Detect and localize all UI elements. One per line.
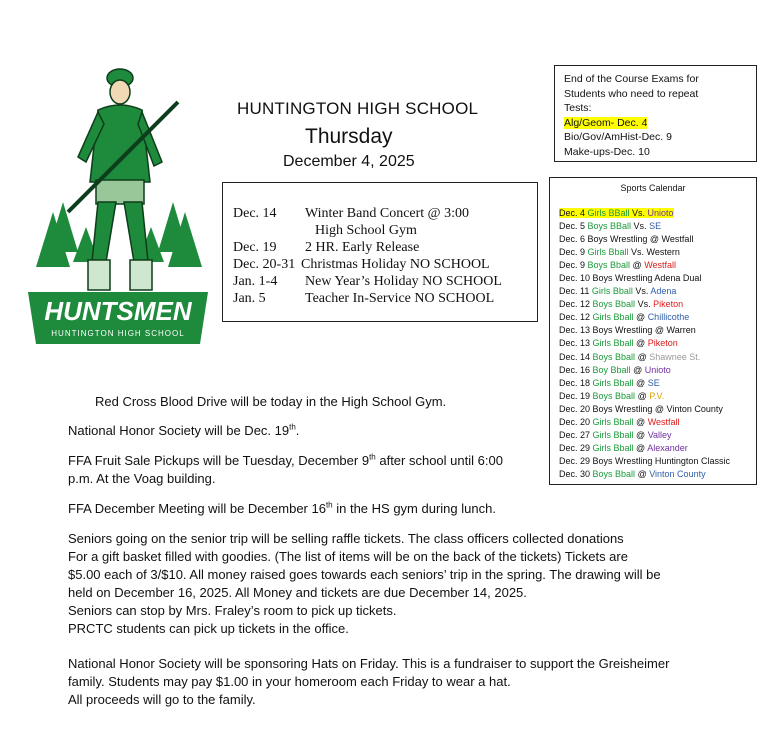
sports-team: Girls Bball [592,312,634,323]
sports-opponent: Alexander [647,442,688,453]
announcement-line: All proceeds will go to the family. [68,692,256,707]
sports-item [559,233,730,246]
sports-item [559,285,730,298]
sports-date: Dec. 18 [559,377,593,388]
sports-item-text [559,391,664,401]
sports-item [559,351,730,364]
bulletin-date: December 4, 2025 [283,153,415,170]
school-name: HUNTINGTON HIGH SCHOOL [237,99,479,118]
exams-highlight: Alg/Geom- Dec. 4 [564,116,648,129]
sports-team: Girls Bball [587,247,629,258]
announcement-text: in the HS gym during lunch. [332,501,496,516]
sports-calendar [549,177,757,485]
sports-separator: Vs. [628,247,647,258]
sports-separator: Vs. [629,208,648,218]
announcement-ffa-fruit-sale [68,452,503,488]
sports-opponent: Westfall [647,416,680,427]
sports-separator: @ [633,312,648,323]
sports-item-text [559,352,700,362]
sports-team: Girls Bball [592,429,634,440]
sports-team: Girls Bball [592,338,634,349]
sports-opponent: Piketon [647,338,678,349]
announcement-line: For a gift basket filled with goodies. (The list of items will be on the back of the tickets) Tickets are [68,549,628,564]
sports-date: Dec. 20 [559,403,593,414]
sports-date: Dec. 6 [559,234,588,245]
announcement-line: family. Students may pay $1.00 in your homeroom each Friday to wear a hat. [68,674,511,689]
sports-separator: @ [633,429,648,440]
event-text: 2 HR. Early Release [305,240,420,255]
sports-item [559,272,730,285]
sports-date: Dec. 12 [559,312,593,323]
announcement-ffa-meeting [68,500,496,518]
sports-opponent: Vinton County [666,403,723,414]
sports-item-text [559,286,676,296]
huntsmen-logo-graphic [28,62,208,348]
exams-line: Students who need to repeat [564,87,699,100]
sports-date: Dec. 9 [559,260,588,271]
event-date: Jan. 1-4 [233,274,278,289]
sports-team: Boys BBall [587,221,632,232]
sports-separator: Vs. [631,221,650,232]
ordinal-suffix: th [289,422,296,432]
event-date: Jan. 5 [233,291,266,306]
sports-calendar-title: Sports Calendar [620,183,686,193]
sports-date: Dec. 10 [559,273,593,284]
sports-item-text [559,247,680,257]
sports-item [559,455,730,468]
sports-team: Girls BBall [587,208,630,218]
sports-item-text [559,234,693,244]
sports-opponent: Adena [650,286,677,297]
sports-item [559,207,730,220]
sports-opponent: Chillicothe [647,312,690,323]
sports-separator: @ [652,403,667,414]
sports-date: Dec. 9 [559,247,588,258]
sports-item [559,442,730,455]
sports-item-text [559,312,689,322]
sports-team: Girls Bball [591,286,633,297]
sports-item-text [559,443,688,453]
event-text: Teacher In-Service NO SCHOOL [305,291,495,306]
sports-item [559,468,730,481]
exams-line: Make-ups-Dec. 10 [564,145,650,158]
sports-separator: @ [630,260,645,271]
sports-opponent: Westfall [644,260,677,271]
announcement-text: . [295,423,300,438]
day-of-week: Thursday [305,125,393,148]
announcement-text: National Honor Society will be Dec. 19 [68,423,290,438]
event-date: Dec. 14 [233,206,277,221]
sports-opponent: Vinton County [649,468,706,479]
ordinal-suffix: th [325,500,333,510]
announcement-line: National Honor Society will be sponsoring Hats on Friday. This is a fundraiser to support the Greisheimer [68,656,670,671]
sports-team: Girls Bball [592,442,634,453]
sports-separator: @ [633,442,648,453]
sports-item [559,416,730,429]
announcement-hats [68,655,669,709]
sports-separator: Vs. [635,299,654,310]
sports-date: Dec. 20 [559,416,593,427]
sports-separator: @ [647,234,662,245]
sports-list [559,207,730,481]
sports-date: Dec. 11 [559,286,592,297]
sports-item-text [559,378,660,388]
announcement-line: Seniors going on the senior trip will be selling raffle tickets. The class officers collected donations [68,531,624,546]
announcement-line: Seniors can stop by Mrs. Fraley’s room to pick up tickets. [68,603,397,618]
announcement-text: p.m. At the Voag building. [68,471,216,486]
sports-opponent: SE [649,221,662,232]
sports-team: Boys Bball [587,260,631,271]
logo-wordmark: HUNTSMEN [44,296,192,326]
sports-date: Dec. 12 [559,299,593,310]
sports-item-text [559,299,683,309]
event-text: Christmas Holiday NO SCHOOL [301,257,490,272]
sports-team: Boys Bball [592,390,636,401]
announcement-text: FFA Fruit Sale Pickups will be Tuesday, December 9 [68,453,370,468]
sports-date: Dec. 29 [559,442,593,453]
announcement-senior-raffle [68,530,661,638]
sports-item-text [559,260,676,270]
sports-item [559,311,730,324]
events-box [222,182,538,322]
sports-opponent: Unioto [644,364,671,375]
sports-opponent: Warren [666,325,696,336]
sports-team: Boys Wrestling [587,234,648,245]
sports-separator: @ [635,468,650,479]
sports-date: Dec. 13 [559,325,593,336]
exams-box [554,65,757,162]
sports-separator: @ [652,325,667,336]
sports-item-text [559,365,671,375]
sports-date: Dec. 4 [559,208,588,218]
sports-item [559,324,730,337]
sports-item [559,429,730,442]
sports-opponent: Adena Dual [654,273,702,284]
sports-separator: @ [630,364,645,375]
logo-subtitle: HUNTINGTON HIGH SCHOOL [51,329,185,338]
exams-line: End of the Course Exams for [564,73,699,85]
sports-item-text [559,456,730,466]
sports-separator: Vs. [632,286,651,297]
sports-date: Dec. 14 [559,351,593,362]
event-date: Dec. 19 [233,240,277,255]
huntsmen-logo [28,62,208,348]
sports-opponent: Valley [647,429,672,440]
sports-date: Dec. 27 [559,429,593,440]
sports-item [559,298,730,311]
sports-opponent: Unioto [647,208,674,218]
sports-item-text [559,430,672,440]
sports-separator: @ [633,416,648,427]
sports-team: Boys Bball [592,351,636,362]
sports-opponent: Huntington Classic [654,455,730,466]
sports-date: Dec. 30 [559,468,593,479]
announcement-line: held on December 16, 2025. All Money and tickets are due December 14, 2025. [68,585,527,600]
sports-item [559,390,730,403]
sports-item-text [559,338,678,348]
announcement-blood-drive: Red Cross Blood Drive will be today in the High School Gym. [95,394,447,409]
sports-team: Boys Wrestling [592,403,653,414]
sports-opponent: Piketon [653,299,684,310]
announcement-nhs [68,422,299,440]
sports-item [559,403,730,416]
exams-line: Bio/Gov/AmHist-Dec. 9 [564,131,672,144]
sports-team: Boys Bball [592,299,636,310]
sports-opponent: Western [646,247,680,258]
announcement-text: after school until 6:00 [375,453,503,468]
exams-line: Tests: [564,102,592,115]
sports-item-text [559,417,680,427]
sports-item-text [559,404,723,414]
event-date: Dec. 20-31 [233,257,296,272]
sports-item-text [559,208,674,218]
sports-item [559,337,730,350]
sports-team: Girls Bball [592,416,634,427]
sports-date: Dec. 29 [559,455,593,466]
event-text: New Year’s Holiday NO SCHOOL [305,274,502,289]
sports-item-text [559,469,706,479]
sports-opponent: SE [647,377,660,388]
sports-item [559,377,730,390]
sports-opponent: Shawnee St. [649,351,701,362]
sports-date: Dec. 19 [559,390,593,401]
sports-team: Boys Wrestling [592,273,653,284]
sports-team: Boys Wrestling [592,325,653,336]
sports-item [559,220,730,233]
announcement-line: PRCTC students can pick up tickets in the office. [68,621,349,636]
sports-team: Girls Bball [592,377,634,388]
sports-opponent: Westfall [661,234,694,245]
sports-separator: @ [633,338,648,349]
ordinal-suffix: th [369,452,376,462]
sports-item-text [559,325,696,335]
event-text-continuation: High School Gym [315,223,417,238]
sports-separator: @ [635,390,650,401]
sports-team: Boys Wrestling [592,455,653,466]
announcement-text: FFA December Meeting will be December 16 [68,501,326,516]
sports-date: Dec. 13 [559,338,593,349]
sports-team: Boy Bball [592,364,631,375]
sports-item [559,364,730,377]
announcement-line: $5.00 each of 3/$10. All money raised goes towards each seniors’ trip in the spring. The drawing will be [68,567,661,582]
sports-separator: @ [633,377,648,388]
sports-date: Dec. 16 [559,364,593,375]
sports-item [559,259,730,272]
event-text: Winter Band Concert @ 3:00 [305,206,469,221]
sports-item-text [559,273,701,283]
sports-item [559,246,730,259]
sports-date: Dec. 5 [559,221,588,232]
sports-separator: @ [635,351,650,362]
sports-team: Boys Bball [592,468,636,479]
sports-opponent: P.V. [649,390,665,401]
sports-item-text [559,221,661,231]
